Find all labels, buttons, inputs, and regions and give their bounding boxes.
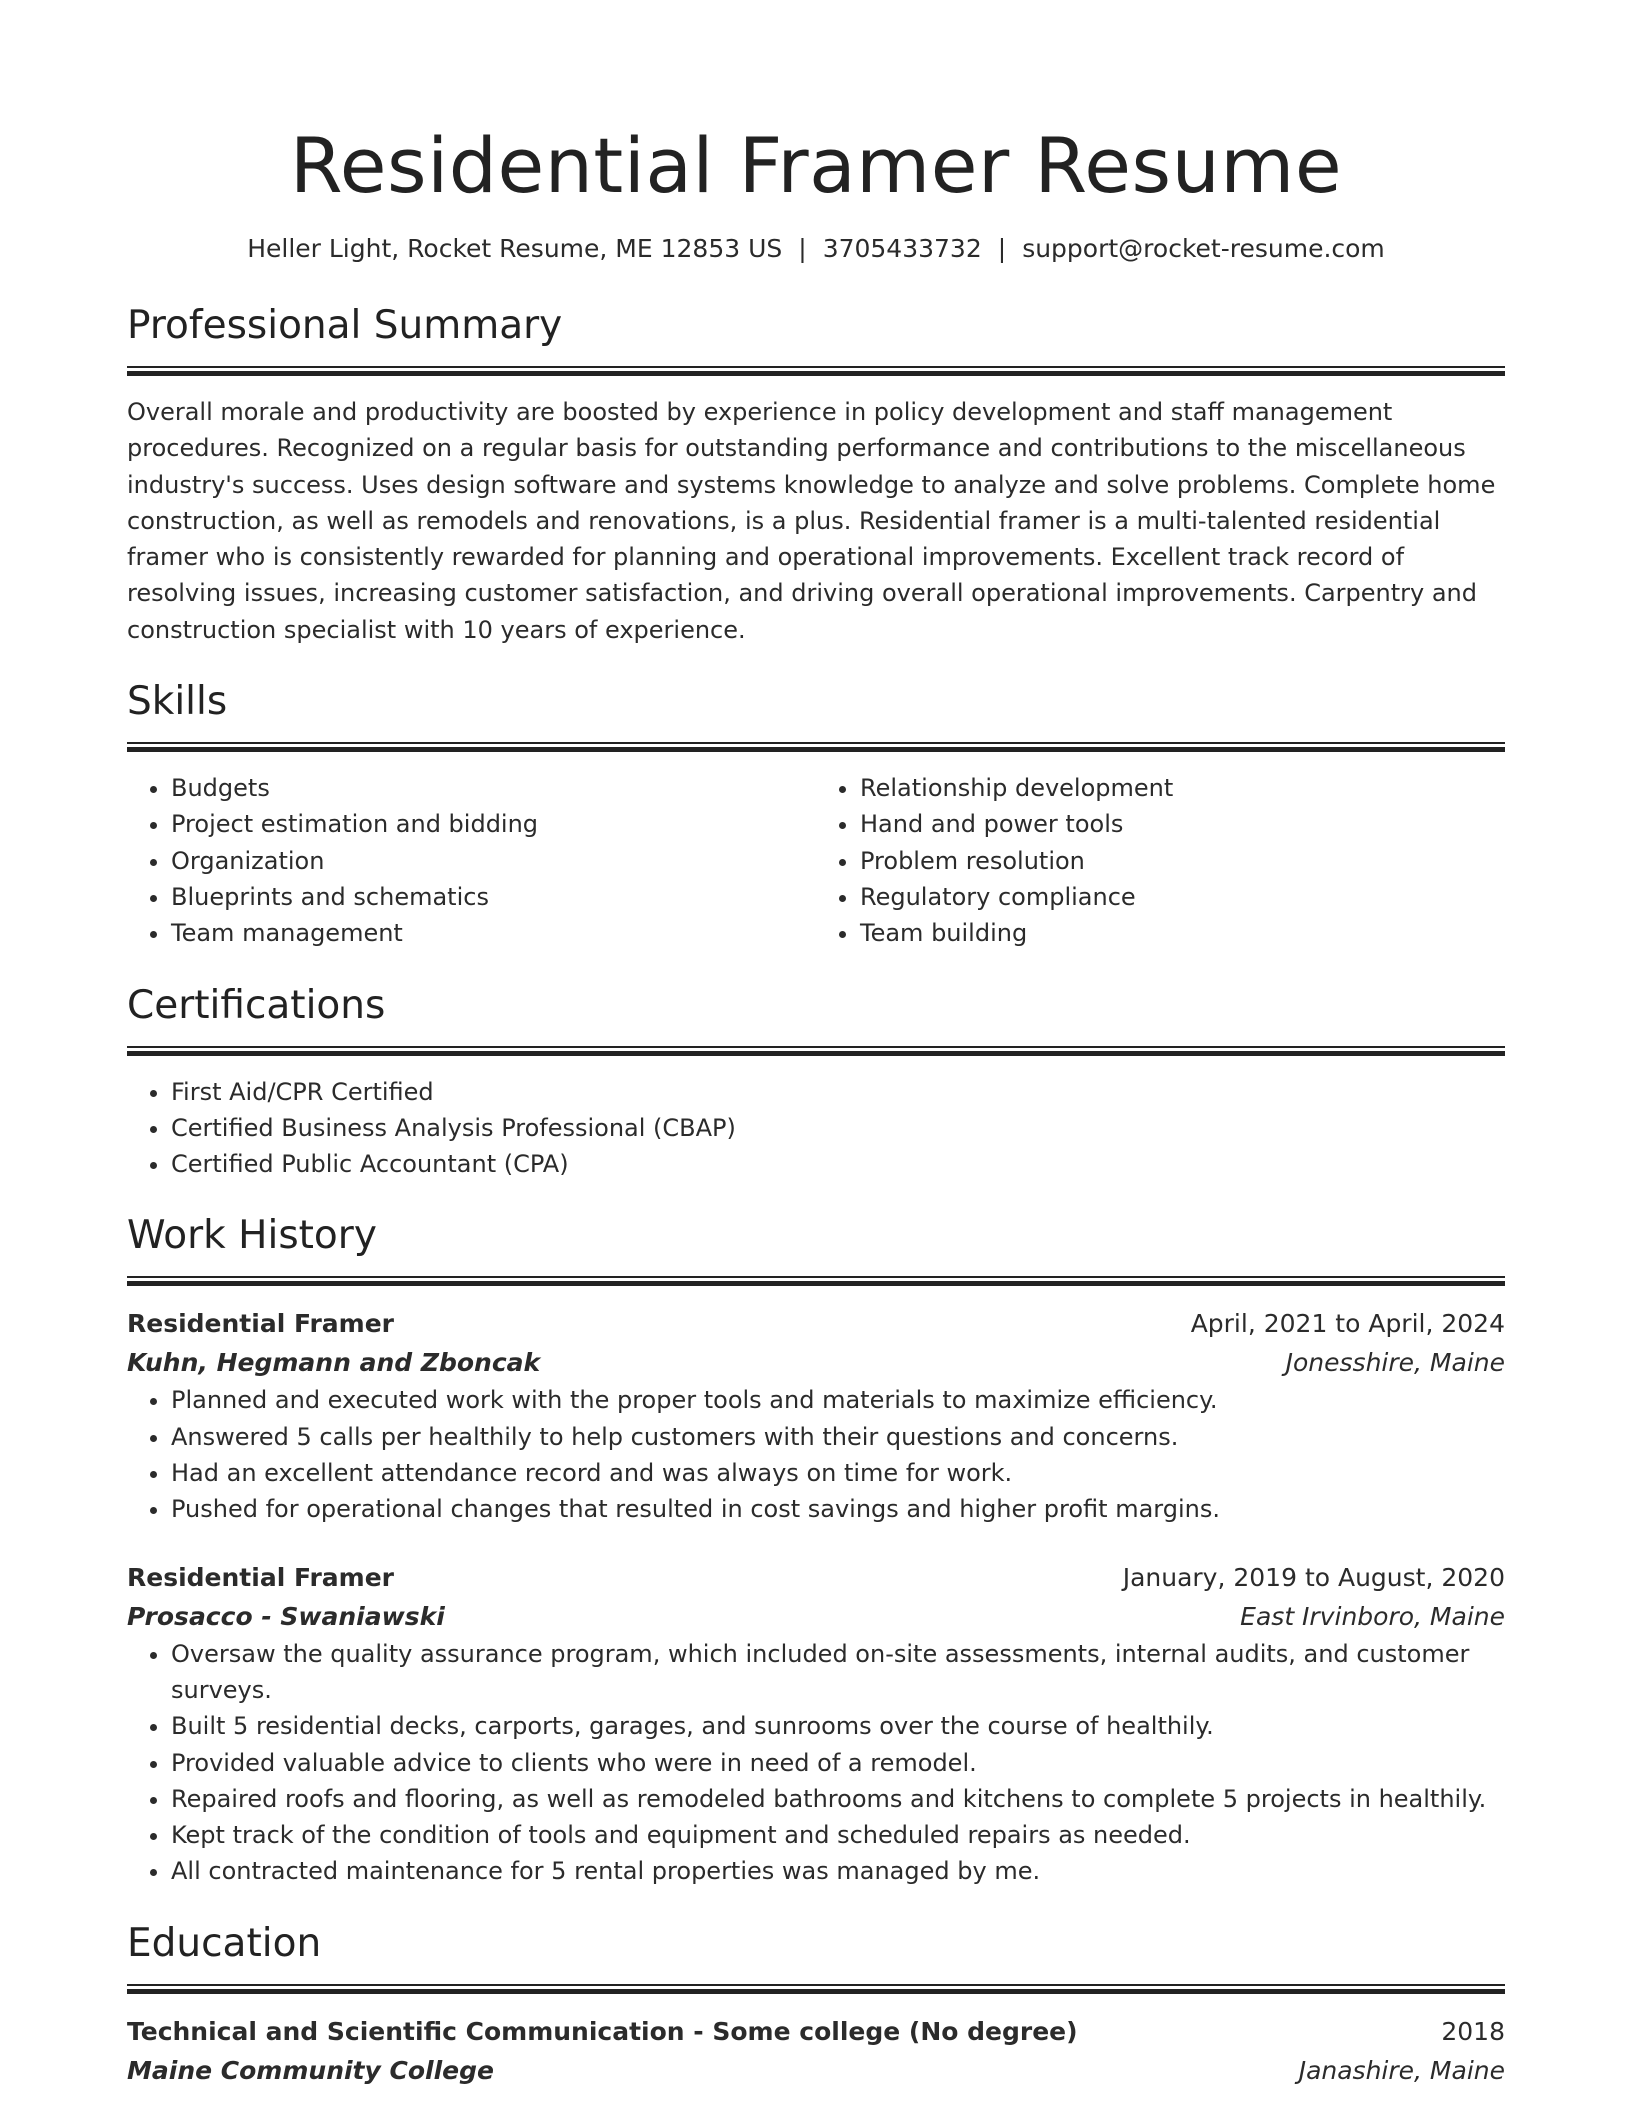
job-spacer: [127, 1528, 1505, 1558]
skills-list-left: [127, 770, 816, 951]
certifications-section: [127, 982, 1505, 1183]
contact-separator: |: [997, 234, 1007, 263]
education-section: [127, 1920, 1505, 2090]
job-duty: • Answered 5 calls per healthily to help customers with their questions and concerns.: [171, 1419, 1505, 1455]
certifications-heading: Certifications: [127, 982, 386, 1028]
skills-columns: [127, 770, 1505, 951]
job-dates: April, 2021 to April, 2024: [1190, 1309, 1505, 1339]
skill-item: • Budgets: [171, 770, 816, 806]
job-duty: • Oversaw the quality assurance program, which included on-site assessments, internal audits, and customer surveys.: [171, 1636, 1505, 1709]
skills-list-right: [816, 770, 1505, 951]
skills-section: [127, 678, 1505, 951]
job-duty: • Pushed for operational changes that resulted in cost savings and higher profit margins.: [171, 1491, 1505, 1527]
skill-item: • Blueprints and schematics: [171, 879, 816, 915]
contact-email: support@rocket-resume.com: [1022, 234, 1385, 263]
work-history-section: [127, 1212, 1505, 1889]
contact-line: [127, 232, 1505, 266]
job-entry: [127, 1558, 1505, 1890]
skill-item: • Project estimation and bidding: [171, 806, 816, 842]
summary-text: Overall morale and productivity are boosted by experience in policy development and staff management procedures. Recognized on a regular basis for outstanding performance and contributions to the miscellaneous industry's success. Uses design software and systems knowledge to analyze and solve problems. Complete home construction, as well as remodels and renovations, is a plus. Residential framer is a multi-talented residential framer who is consistently rewarded for planning and operational improvements. Excellent track record of resolving issues, increasing customer satisfaction, and driving overall operational improvements. Carpentry and construction specialist with 10 years of experience.: [127, 398, 1496, 644]
education-heading: Education: [127, 1920, 322, 1966]
education-school: Maine Community College: [127, 2055, 494, 2085]
job-header-row: [127, 1558, 1505, 1597]
job-company-row: [127, 1597, 1505, 1636]
summary-section: [127, 302, 1505, 648]
job-duties-list: [127, 1636, 1505, 1890]
section-divider: [127, 366, 1505, 376]
section-divider: [127, 1046, 1505, 1056]
skills-heading: Skills: [127, 679, 228, 725]
job-header-row: [127, 1304, 1505, 1343]
job-duty: • Kept track of the condition of tools and equipment and scheduled repairs as needed.: [171, 1817, 1505, 1853]
job-duty: • Built 5 residential decks, carports, garages, and sunrooms over the course of healthily.: [171, 1708, 1505, 1744]
job-title: Residential Framer: [127, 1309, 394, 1339]
certifications-list: [127, 1074, 1505, 1183]
certification-item: • Certified Public Accountant (CPA): [171, 1146, 1505, 1182]
job-duty: • Planned and executed work with the proper tools and materials to maximize efficiency.: [171, 1382, 1505, 1418]
skill-item: • Team building: [860, 915, 1505, 951]
job-dates: January, 2019 to August, 2020: [1122, 1562, 1505, 1592]
skill-item: • Team management: [171, 915, 816, 951]
job-entry: [127, 1304, 1505, 1527]
education-entry: [127, 2012, 1505, 2090]
job-company-row: [127, 1343, 1505, 1382]
job-location: Jonesshire, Maine: [1285, 1348, 1505, 1378]
section-divider: [127, 1276, 1505, 1286]
skill-item: • Organization: [171, 843, 816, 879]
skill-item: • Relationship development: [860, 770, 1505, 806]
skill-item: • Regulatory compliance: [860, 879, 1505, 915]
contact-address: Heller Light, Rocket Resume, ME 12853 US: [247, 234, 783, 263]
section-divider: [127, 1984, 1505, 1994]
job-duties-list: [127, 1382, 1505, 1527]
resume-title: Residential Framer Resume: [289, 121, 1343, 210]
education-year: 2018: [1441, 2016, 1505, 2046]
job-duty: • Provided valuable advice to clients who were in need of a remodel.: [171, 1745, 1505, 1781]
certification-item: • First Aid/CPR Certified: [171, 1074, 1505, 1110]
skill-item: • Hand and power tools: [860, 806, 1505, 842]
job-location: East Irvinboro, Maine: [1240, 1601, 1505, 1631]
job-title: Residential Framer: [127, 1562, 394, 1592]
job-company: Kuhn, Hegmann and Zboncak: [127, 1348, 541, 1378]
section-divider: [127, 742, 1505, 752]
education-degree: Technical and Scientific Communication - Some college (No degree): [127, 2016, 1078, 2046]
job-duty: • All contracted maintenance for 5 rental properties was managed by me.: [171, 1853, 1505, 1889]
work-history-heading: Work History: [127, 1213, 377, 1259]
job-duty: • Had an excellent attendance record and was always on time for work.: [171, 1455, 1505, 1491]
education-location: Janashire, Maine: [1298, 2055, 1505, 2085]
certification-item: • Certified Business Analysis Professional (CBAP): [171, 1110, 1505, 1146]
job-company: Prosacco - Swaniawski: [127, 1601, 445, 1631]
education-school-row: [127, 2051, 1505, 2090]
summary-heading: Professional Summary: [127, 303, 563, 348]
job-duty: • Repaired roofs and flooring, as well as remodeled bathrooms and kitchens to complete 5 projects in healthily.: [171, 1781, 1505, 1817]
skill-item: • Problem resolution: [860, 843, 1505, 879]
contact-separator: |: [798, 234, 807, 263]
education-header-row: [127, 2012, 1505, 2051]
contact-phone: 3705433732: [822, 234, 982, 263]
